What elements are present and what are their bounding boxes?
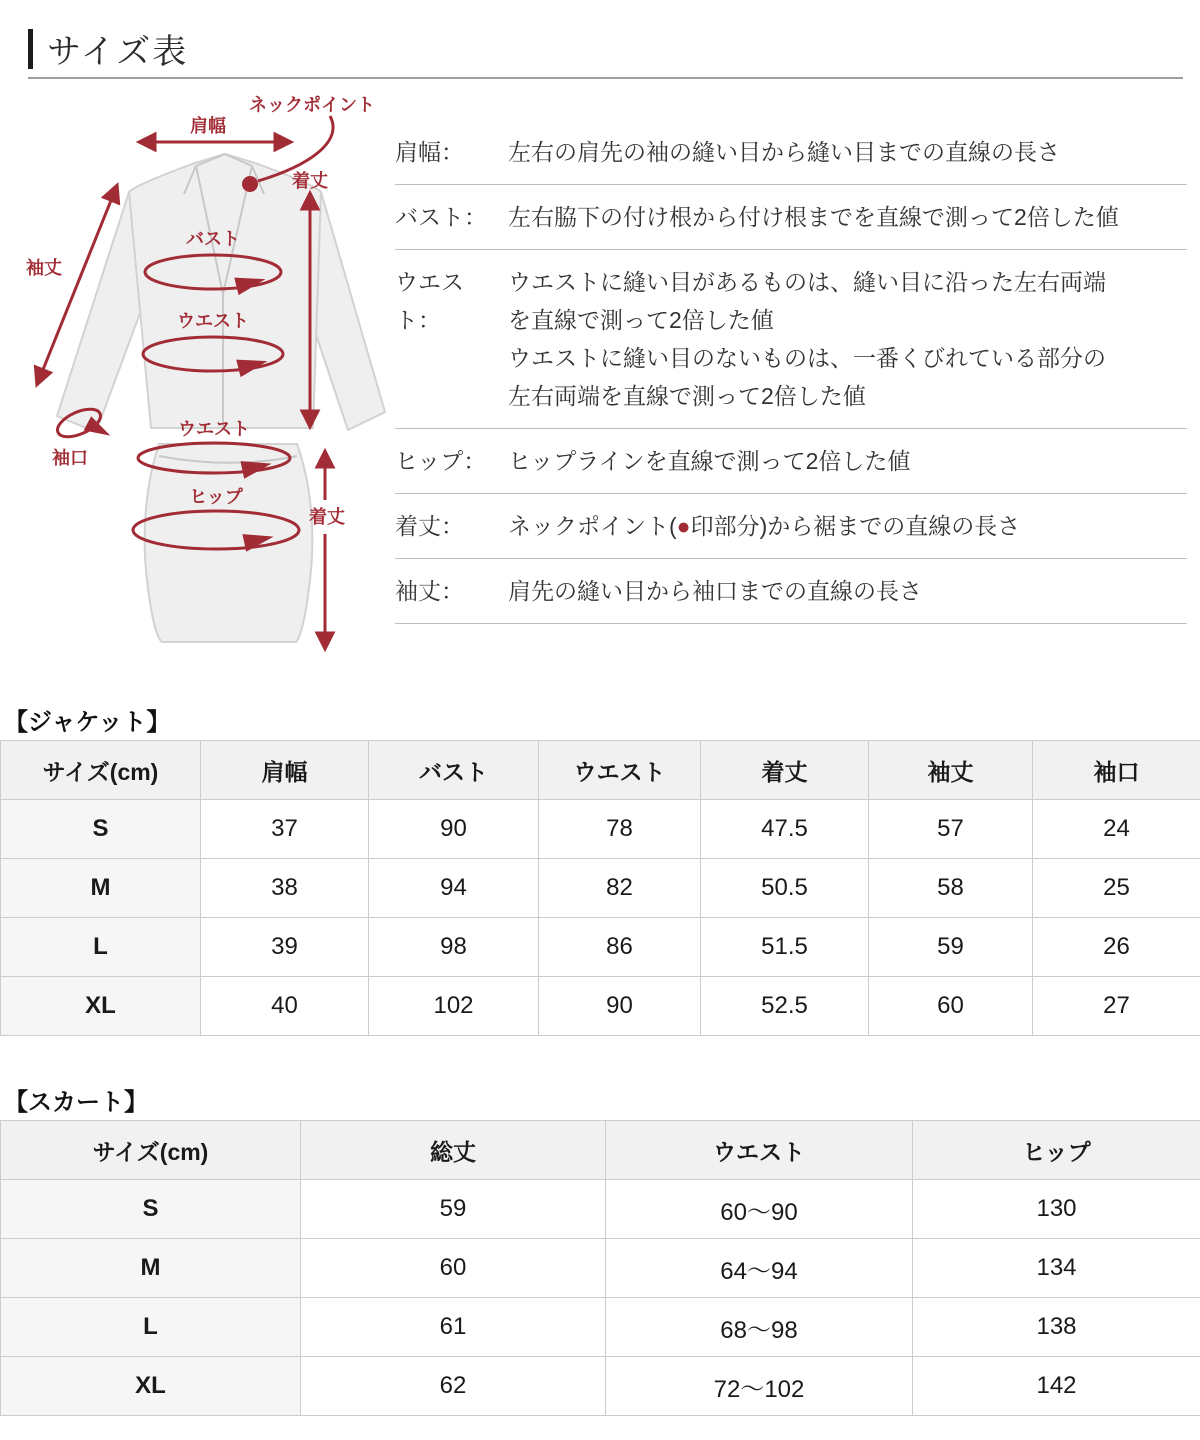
skirt-row-l [1,1298,1200,1357]
jacket-header-row [1,741,1200,800]
skirt-size-table [0,1120,1200,1416]
definition-term: ヒップ： [395,448,487,474]
measurement-definitions [395,120,1187,624]
value-cell: 130 [913,1180,1200,1239]
jacket-length-label: 着丈 [292,171,328,191]
value-cell: 40 [201,977,369,1036]
header-cell-size: サイズ(cm) [1,741,201,800]
jacket-row-s [1,800,1200,859]
value-cell: 52.5 [701,977,869,1036]
measurement-diagram [0,90,400,690]
definition-row-length [395,494,1187,559]
header-cell-bust: バスト [369,741,539,800]
header-cell-total-length: 総丈 [301,1121,606,1180]
neck-point-label: ネックポイント [249,95,375,115]
value-cell: 58 [869,859,1033,918]
definition-desc-text: 印部分)から裾までの直線の長さ [690,513,1021,539]
definition-desc [508,263,1187,415]
value-cell: 86 [539,918,701,977]
size-cell: L [1,918,201,977]
title-divider [28,77,1183,79]
skirt-waist-label: ウエスト [178,419,250,439]
jacket-section-heading: 【ジャケット】 [4,709,171,736]
jacket-waist-label: ウエスト [177,311,249,331]
value-cell: 59 [869,918,1033,977]
definition-term: 着丈： [395,513,464,539]
definition-desc-text: ネックポイント( [508,513,677,539]
definition-desc: ヒップラインを直線で測って2倍した値 [508,448,911,474]
definition-desc-line: ウエストに縫い目のないものは、一番くびれている部分の [508,345,1106,371]
header-cell-hip: ヒップ [913,1121,1200,1180]
skirt-length-label: 着丈 [309,507,345,527]
value-cell: 102 [369,977,539,1036]
definition-term: バスト： [395,204,487,230]
jacket-row-l [1,918,1200,977]
skirt-section-heading: 【スカート】 [4,1089,148,1116]
jacket-row-m [1,859,1200,918]
jacket-row-xl [1,977,1200,1036]
size-cell: L [1,1298,301,1357]
definition-desc-line: ウエストに縫い目があるものは、縫い目に沿った左右両端 [508,269,1106,295]
skirt-row-xl [1,1357,1200,1416]
value-cell: 27 [1033,977,1200,1036]
value-cell: 57 [869,800,1033,859]
definition-row-hip [395,429,1187,494]
definition-row-sleeve [395,559,1187,624]
value-cell: 26 [1033,918,1200,977]
header-cell-waist: ウエスト [539,741,701,800]
size-cell: XL [1,1357,301,1416]
value-cell: 51.5 [701,918,869,977]
value-cell: 78 [539,800,701,859]
definition-row-waist [395,250,1187,429]
definition-desc-line: を直線で測って2倍した値 [508,307,774,333]
value-cell: 61 [301,1298,606,1357]
value-cell: 138 [913,1298,1200,1357]
header-cell-cuff: 袖口 [1033,741,1200,800]
value-cell: 59 [301,1180,606,1239]
sleeve-length-label: 袖丈 [26,258,62,278]
value-cell: 90 [369,800,539,859]
bust-label: バスト [186,229,240,249]
value-cell: 82 [539,859,701,918]
header-cell-length: 着丈 [701,741,869,800]
skirt-row-s [1,1180,1200,1239]
value-cell: 47.5 [701,800,869,859]
value-cell: 62 [301,1357,606,1416]
jacket-size-table [0,740,1200,1036]
definition-term: 肩幅： [395,139,464,165]
page-title: サイズ表 [47,33,189,71]
definition-desc: 肩先の縫い目から袖口までの直線の長さ [508,578,922,604]
definition-row-shoulder [395,120,1187,185]
value-cell: 134 [913,1239,1200,1298]
hip-label: ヒップ [189,487,243,507]
value-cell: 60 [301,1239,606,1298]
definition-desc-line: 左右両端を直線で測って2倍した値 [508,383,866,409]
value-cell: 72〜102 [606,1357,913,1416]
value-cell: 90 [539,977,701,1036]
definition-desc: 左右脇下の付け根から付け根までを直線で測って2倍した値 [508,204,1119,230]
size-cell: XL [1,977,201,1036]
value-cell: 25 [1033,859,1200,918]
value-cell: 94 [369,859,539,918]
definition-row-bust [395,185,1187,250]
jacket-illustration [57,154,385,432]
header-cell-size: サイズ(cm) [1,1121,301,1180]
cuff-label: 袖口 [52,448,88,468]
value-cell: 60〜90 [606,1180,913,1239]
header-cell-waist: ウエスト [606,1121,913,1180]
definition-desc [508,507,1187,545]
value-cell: 38 [201,859,369,918]
page-header [28,24,188,73]
header-cell-sleeve: 袖丈 [869,741,1033,800]
value-cell: 39 [201,918,369,977]
size-cell: S [1,1180,301,1239]
neck-point-dot-glyph: ● [676,513,691,539]
value-cell: 24 [1033,800,1200,859]
skirt-header-row [1,1121,1200,1180]
neck-point-dot [242,176,258,192]
definition-term: 袖丈： [395,578,464,604]
size-cell: M [1,859,201,918]
shoulder-width-label: 肩幅 [190,116,226,136]
value-cell: 60 [869,977,1033,1036]
value-cell: 142 [913,1357,1200,1416]
value-cell: 68〜98 [606,1298,913,1357]
size-cell: S [1,800,201,859]
value-cell: 37 [201,800,369,859]
value-cell: 50.5 [701,859,869,918]
definition-term: ウエスト： [395,269,464,333]
header-cell-shoulder: 肩幅 [201,741,369,800]
value-cell: 64〜94 [606,1239,913,1298]
definition-desc: 左右の肩先の袖の縫い目から縫い目までの直線の長さ [508,139,1060,165]
title-accent-bar [28,29,33,69]
size-cell: M [1,1239,301,1298]
value-cell: 98 [369,918,539,977]
skirt-row-m [1,1239,1200,1298]
